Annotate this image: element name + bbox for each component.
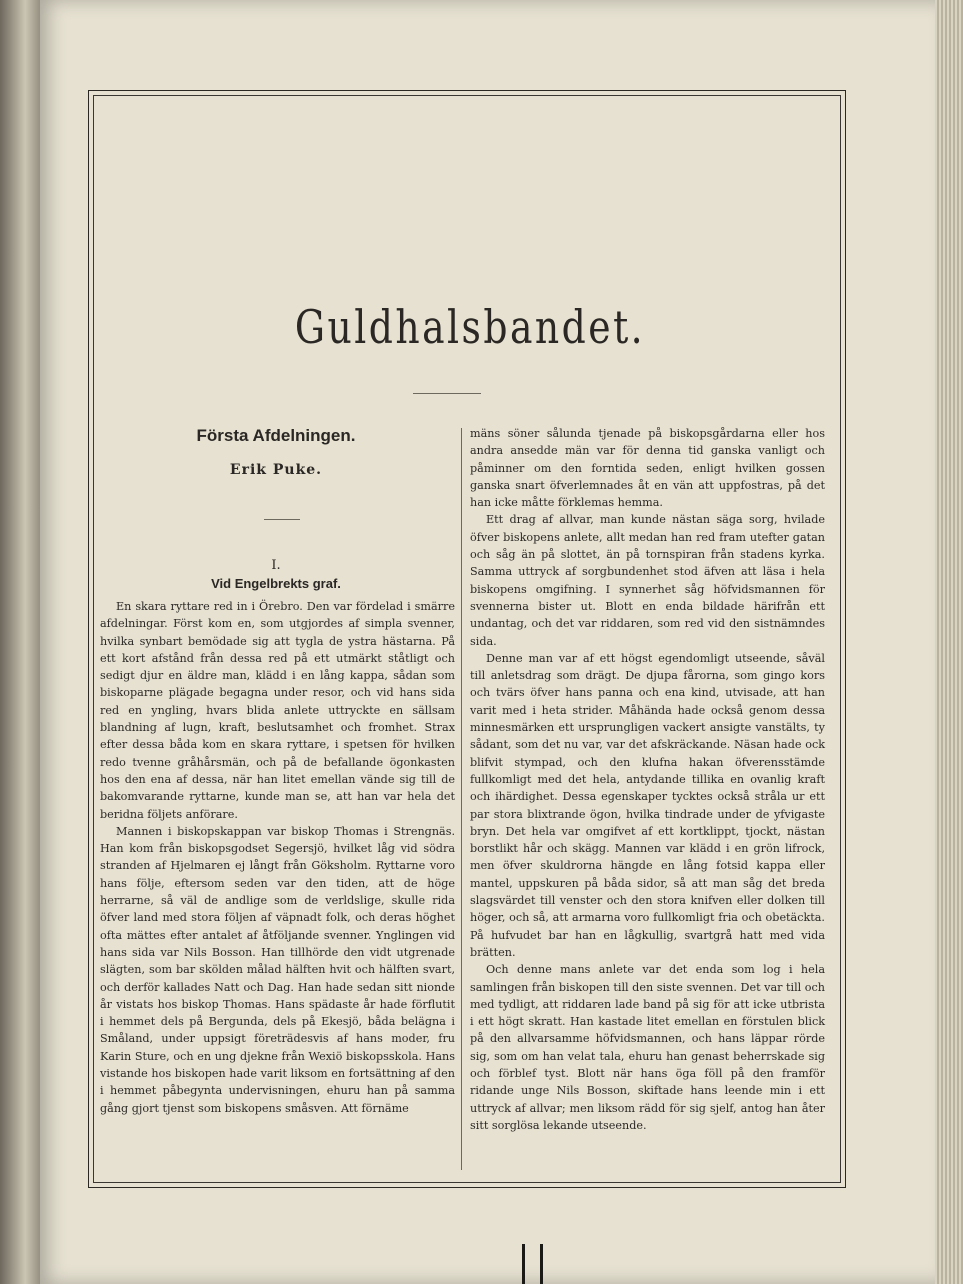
paragraph: Mannen i biskopskappan var biskop Thomas i Strengnäs. Han kom från biskopsgodset Segersjö, hvilket låg vid södra stranden af Hjelmaren ej långt från Göksholm. Ryttarne voro hans följe, eftersom seden var den tiden, att de höge herrarne, så väl de andlige som de verldslige, skulle rida öfver land med stora följen af väpnadt folk, och deras höghet ofta mättes efter antalet af åtföljande svenner. Ynglingen vid hans sida var Nils Bosson. Han tillhörde den vidt utgrenade slägten, som bar skölden målad hälften hvit och hälften svart, och derför kallades Natt och Dag. Han hade sedan sitt nionde år vistats hos biskop Thomas. Hans spädaste år hade förflutit i hemmet dels på Bergunda, dels på Ekesjö, båda belägna i Småland, under uppsigt företrädesvis af hans moder, fru Karin Sture, och en ung djekne från Wexiö biskopsskola. Hans vistande hos biskopen hade varit liksom en fortsättning af den i hemmet påbegynta undervisningen, ehuru han på samma gång gjort tjenst som biskopens småsven. Att förnäme (100, 824, 455, 1115)
paragraph: Denne man var af ett högst egendomligt utseende, såväl till anletsdrag som drägt. De djupa fårorna, som gingo kors och tvärs öfver hans panna och ena kind, utvisade, att han varit med i heta strider. Måhända hade också genom dessa minnesmärken ett ursprungligen vackert ansigte vanstälts, ty sådant, som det nu var, var det afskräckande. Näsan hade ock blifvit stympad, och den klufna hakan öfverensstämde fullkomligt med det hela, antydande tillika en ovanlig kraft och ihärdighet. Dessa egenskaper tycktes också stråla ur ett par stora blixtrande ögon, hvilka tindrade under de yfvigaste bryn. Det hela var omgifvet af ett kortklippt, tjockt, nästan borstlikt hår och skägg. Mannen var klädd i en grön lifrock, men öfver skuldrorna hängde en lång fotsid kappa eller mantel, uppskuren på båda sidor, så att man såg det breda slagsvärdet till venster och den stora knifven eller dolken till höger, och så, att armarna voro fullkomligt fria och obetäckta. På hufvudet bar han en lågkullig, svartgrå hatt med vida brätten. (470, 651, 825, 959)
paragraph: En skara ryttare red in i Örebro. Den var fördelad i smärre afdelningar. Först kom en, som utgjordes af simpla svenner, hvilka synbart bemödade sig att tygla de ystra hästarna. På ett kort afstånd från dessa red på ett utmärkt ståtligt och sedigt djur en äldre man, klädd i en lång kappa, sådan som biskoparne plägade begagna under resor, och vid hans sida red en yngling, hvars blida anlete uttryckte en sällsam blandning af lugn, kraft, beslutsamhet och fromhet. Strax efter dessa båda kom en skara ryttare, i spetsen för hvilken redo tvenne gråhårsmän, och på de befallande ögonkasten hos den ena af dessa, när han litet emellan vände sig till de bakomvarande ryttarne, kunde man se, att han var hela det beridna följets anförare. (100, 600, 455, 821)
chapter-number: I. (271, 558, 281, 573)
page-title: Guldhalsbandet. (294, 300, 646, 354)
title-rule (413, 393, 481, 394)
chapter-name: Erik Puke. (229, 462, 323, 478)
right-text-column (470, 425, 825, 1134)
page-stack-edge (935, 0, 963, 1284)
paragraph: mäns söner sålunda tjenade på biskopsgårdarna eller hos andra ansedde män var för denna tid ganska vanligt och påminner om den forntida seden, enligt hvilken gossen ganska snart öfverlemnades åt en vän att uppfostras, på det han icke måtte förklemas hemma. (470, 427, 825, 510)
part-heading: Första Afdelningen. (196, 426, 356, 445)
binding-mark (522, 1244, 525, 1284)
binding-mark (540, 1244, 543, 1284)
paragraph: Ett drag af allvar, man kunde nästan säga sorg, hvilade öfver biskopens anlete, allt medan han red fram utefter gatan och såg än på slottet, än på tornspiran från stadens kyrka. Samma uttryck af sorgbundenhet stod äfven att läsa i hela biskopens omgifning. I synnerhet såg höfvidsmannen för svennerna bister ut. Blott en enda bildade härifrån ett undantag, och det var riddaren, som red vid den sistnämndes sida. (470, 513, 825, 648)
section-title: Vid Engelbrekts graf. (211, 576, 341, 591)
column-divider (461, 428, 462, 1170)
facing-page-edge (0, 0, 42, 1284)
paragraph: Och denne mans anlete var det enda som log i hela samlingen från biskopen till den siste svennen. Det var till och med tydligt, att riddaren lade band på sig för att icke utbrista i ett högt skratt. Han kastade litet emellan en förstulen blick på den allvarsamme höfvidsmannen, och hans läppar rörde sig, som om han velat tala, ehuru han genast beherrskade sig och förblef tyst. Blott när hans öga föll på den framför ridande unge Nils Bosson, skiftade hans leende min i ett uttryck af allvar; men liksom rädd för sig sjelf, antog han åter sitt sorglösa lekande utseende. (470, 963, 826, 1132)
chapter-rule (264, 519, 300, 520)
left-text-column (100, 598, 455, 1117)
